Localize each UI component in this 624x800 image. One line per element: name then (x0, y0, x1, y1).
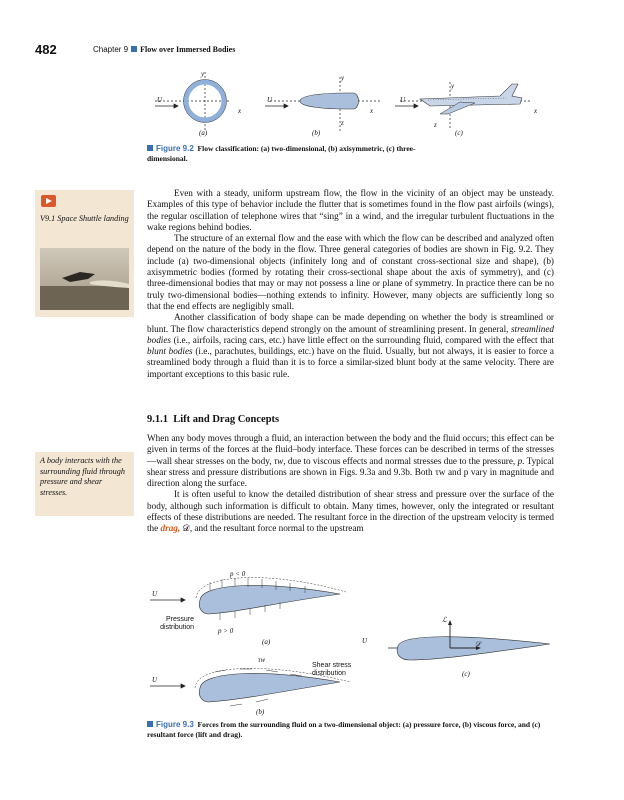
margin-note-text: A body interacts with the surrounding fluid through pressure and shear stresses. (40, 456, 125, 497)
paragraph-1: Even with a steady, uniform upstream flow, the flow in the vicinity of an object may be unsteady. Examples of this type of behavior include the flutter that is sometimes found in the flow past airfoils (wings), the regular oscillation of telephone wires that “sing” in a wind, and the irregular turbulent fluctuations in the wake regions behind bodies. (147, 188, 554, 232)
intro-text (147, 188, 554, 380)
term-blunt-bodies: blunt bodies (147, 346, 193, 357)
space-shuttle-photo (40, 248, 129, 310)
paragraph-2: The structure of an external flow and the ease with which the flow can be described and analyzed often depend on the nature of the body in the flow. Three general categories of bodies are shown in Fig. 9.2. They include (a) two-dimensional objects (infinitely long and of constant cross-sectional size and shape), (b) axisymmetric bodies (formed by rotating their cross-sectional shape about the axis of symmetry), and (c) three-dimensional bodies that may or may not possess a line or plane of symmetry. In practice there can be no truly two-dimensional bodies—nothing extends to infinity. However, many objects are sufficiently long so that the end effects are negligibly small. (147, 233, 554, 311)
figure-9-3-diagram (140, 568, 560, 718)
video-sidebar[interactable] (35, 190, 134, 317)
fig92a-y-label: y (201, 70, 205, 78)
figure-9-2-caption (147, 144, 447, 164)
fig93-panel-c: (c) (462, 670, 470, 678)
page-number: 482 (35, 42, 57, 57)
caption-square-icon (147, 145, 153, 151)
airfoil-a-shape (199, 585, 340, 614)
chapter-title: Flow over Immersed Bodies (140, 45, 236, 54)
fig92a-x-label: x (238, 107, 242, 115)
chapter-label: Chapter 9 (93, 45, 129, 54)
figure-9-3-label: Figure 9.3 (156, 720, 194, 729)
section-heading: 9.1.1 Lift and Drag Concepts (147, 414, 280, 425)
margin-note (35, 452, 134, 516)
fig92b-x-label: x (370, 107, 374, 115)
term-drag: drag, (160, 523, 181, 534)
paragraph-4: When any body moves through a fluid, an interaction between the body and the fluid occurs; this effect can be given in terms of the forces at the fluid–body interface. These forces can be described in terms of the stresses—wall shear stresses on the body, τw, due to viscous effects and normal stresses due to the pressure, p. Typical shear stress and pressure distributions are shown in Figs. 9.3a and 9.3b. Both τw and p vary in magnitude and direction along the surface. (147, 433, 555, 489)
fig93a-u-label: U (152, 590, 158, 598)
p-positive-label: p > 0 (218, 627, 234, 635)
fig92b-z-label: z (341, 119, 344, 127)
play-video-icon[interactable] (41, 195, 56, 207)
fig93-panel-b: (b) (256, 708, 265, 716)
tau-w-symbol: τw (273, 455, 284, 466)
section-text (147, 433, 554, 535)
p-negative-label: p < 0 (230, 570, 246, 578)
fig93-tau-label: τw (258, 656, 266, 664)
fig92-panel-c: (c) (455, 129, 463, 137)
paragraph-3: Another classification of body shape can be made depending on whether the body is streamlined or blunt. The flow characteristics depend strongly on the amount of streamlining present. In general, streamlined bodies (i.e., airfoils, racing cars, etc.) have little effect on the surrounding fluid, compared with the effect that blunt bodies (i.e., parachutes, buildings, etc.) have on the fluid. Usually, but not always, it is easier to force a streamlined body through a fluid than it is to force a similar-sized blunt body at the same velocity. There are important exceptions to this basic rule. (147, 312, 555, 379)
fig92-panel-b: (b) (312, 129, 321, 137)
caption-square-icon (147, 721, 153, 727)
fig92c-z-label: z (434, 121, 437, 129)
header-square-icon (131, 46, 137, 52)
term-streamlined-bodies: streamlined bodies (147, 323, 555, 345)
figure-9-3-caption (147, 720, 557, 740)
fig92b-u-label: U (267, 96, 273, 104)
fig92-panel-a: (a) (199, 129, 208, 137)
lift-symbol: ℒ (442, 616, 448, 624)
axisymmetric-body-shape (300, 93, 359, 109)
figure-9-3-caption-text: Forces from the surrounding fluid on a two-dimensional object: (a) pressure force, (b) viscous force, and (c) resultant force (lift and drag). (147, 720, 541, 739)
shear-stress-label: Shear stress distribution (312, 662, 352, 677)
fig93-panel-a: (a) (262, 638, 271, 646)
fig92a-u-label: U (157, 96, 163, 104)
paragraph-5: It is often useful to know the detailed distribution of shear stress and pressure over the surface of the body, although such information is difficult to obtain. Many times, however, only the integrated or resultant effects of these distributions are needed. The resultant force in the direction of the upstream velocity is termed the drag, 𝒟, and the resultant force normal to the upstream (147, 489, 554, 534)
video-title: V9.1 Space Shuttle landing (40, 214, 129, 223)
pressure-distribution-label: Pressure distribution (160, 616, 194, 631)
fig92b-y-label: y (341, 74, 345, 82)
fig92c-u-label: U (400, 96, 406, 104)
running-header (93, 45, 235, 54)
fig93c-u-label: U (362, 637, 368, 645)
drag-symbol: 𝒟 (475, 640, 481, 648)
fig92c-x-label: x (534, 107, 538, 115)
fig92c-y-label: y (451, 82, 455, 90)
fig93b-u-label: U (152, 676, 158, 684)
figure-9-2-label: Figure 9.2 (156, 144, 194, 153)
figure-9-2-caption-text: Flow classification: (a) two-dimensional, (b) axisymmetric, (c) three-dimensional. (147, 144, 416, 163)
